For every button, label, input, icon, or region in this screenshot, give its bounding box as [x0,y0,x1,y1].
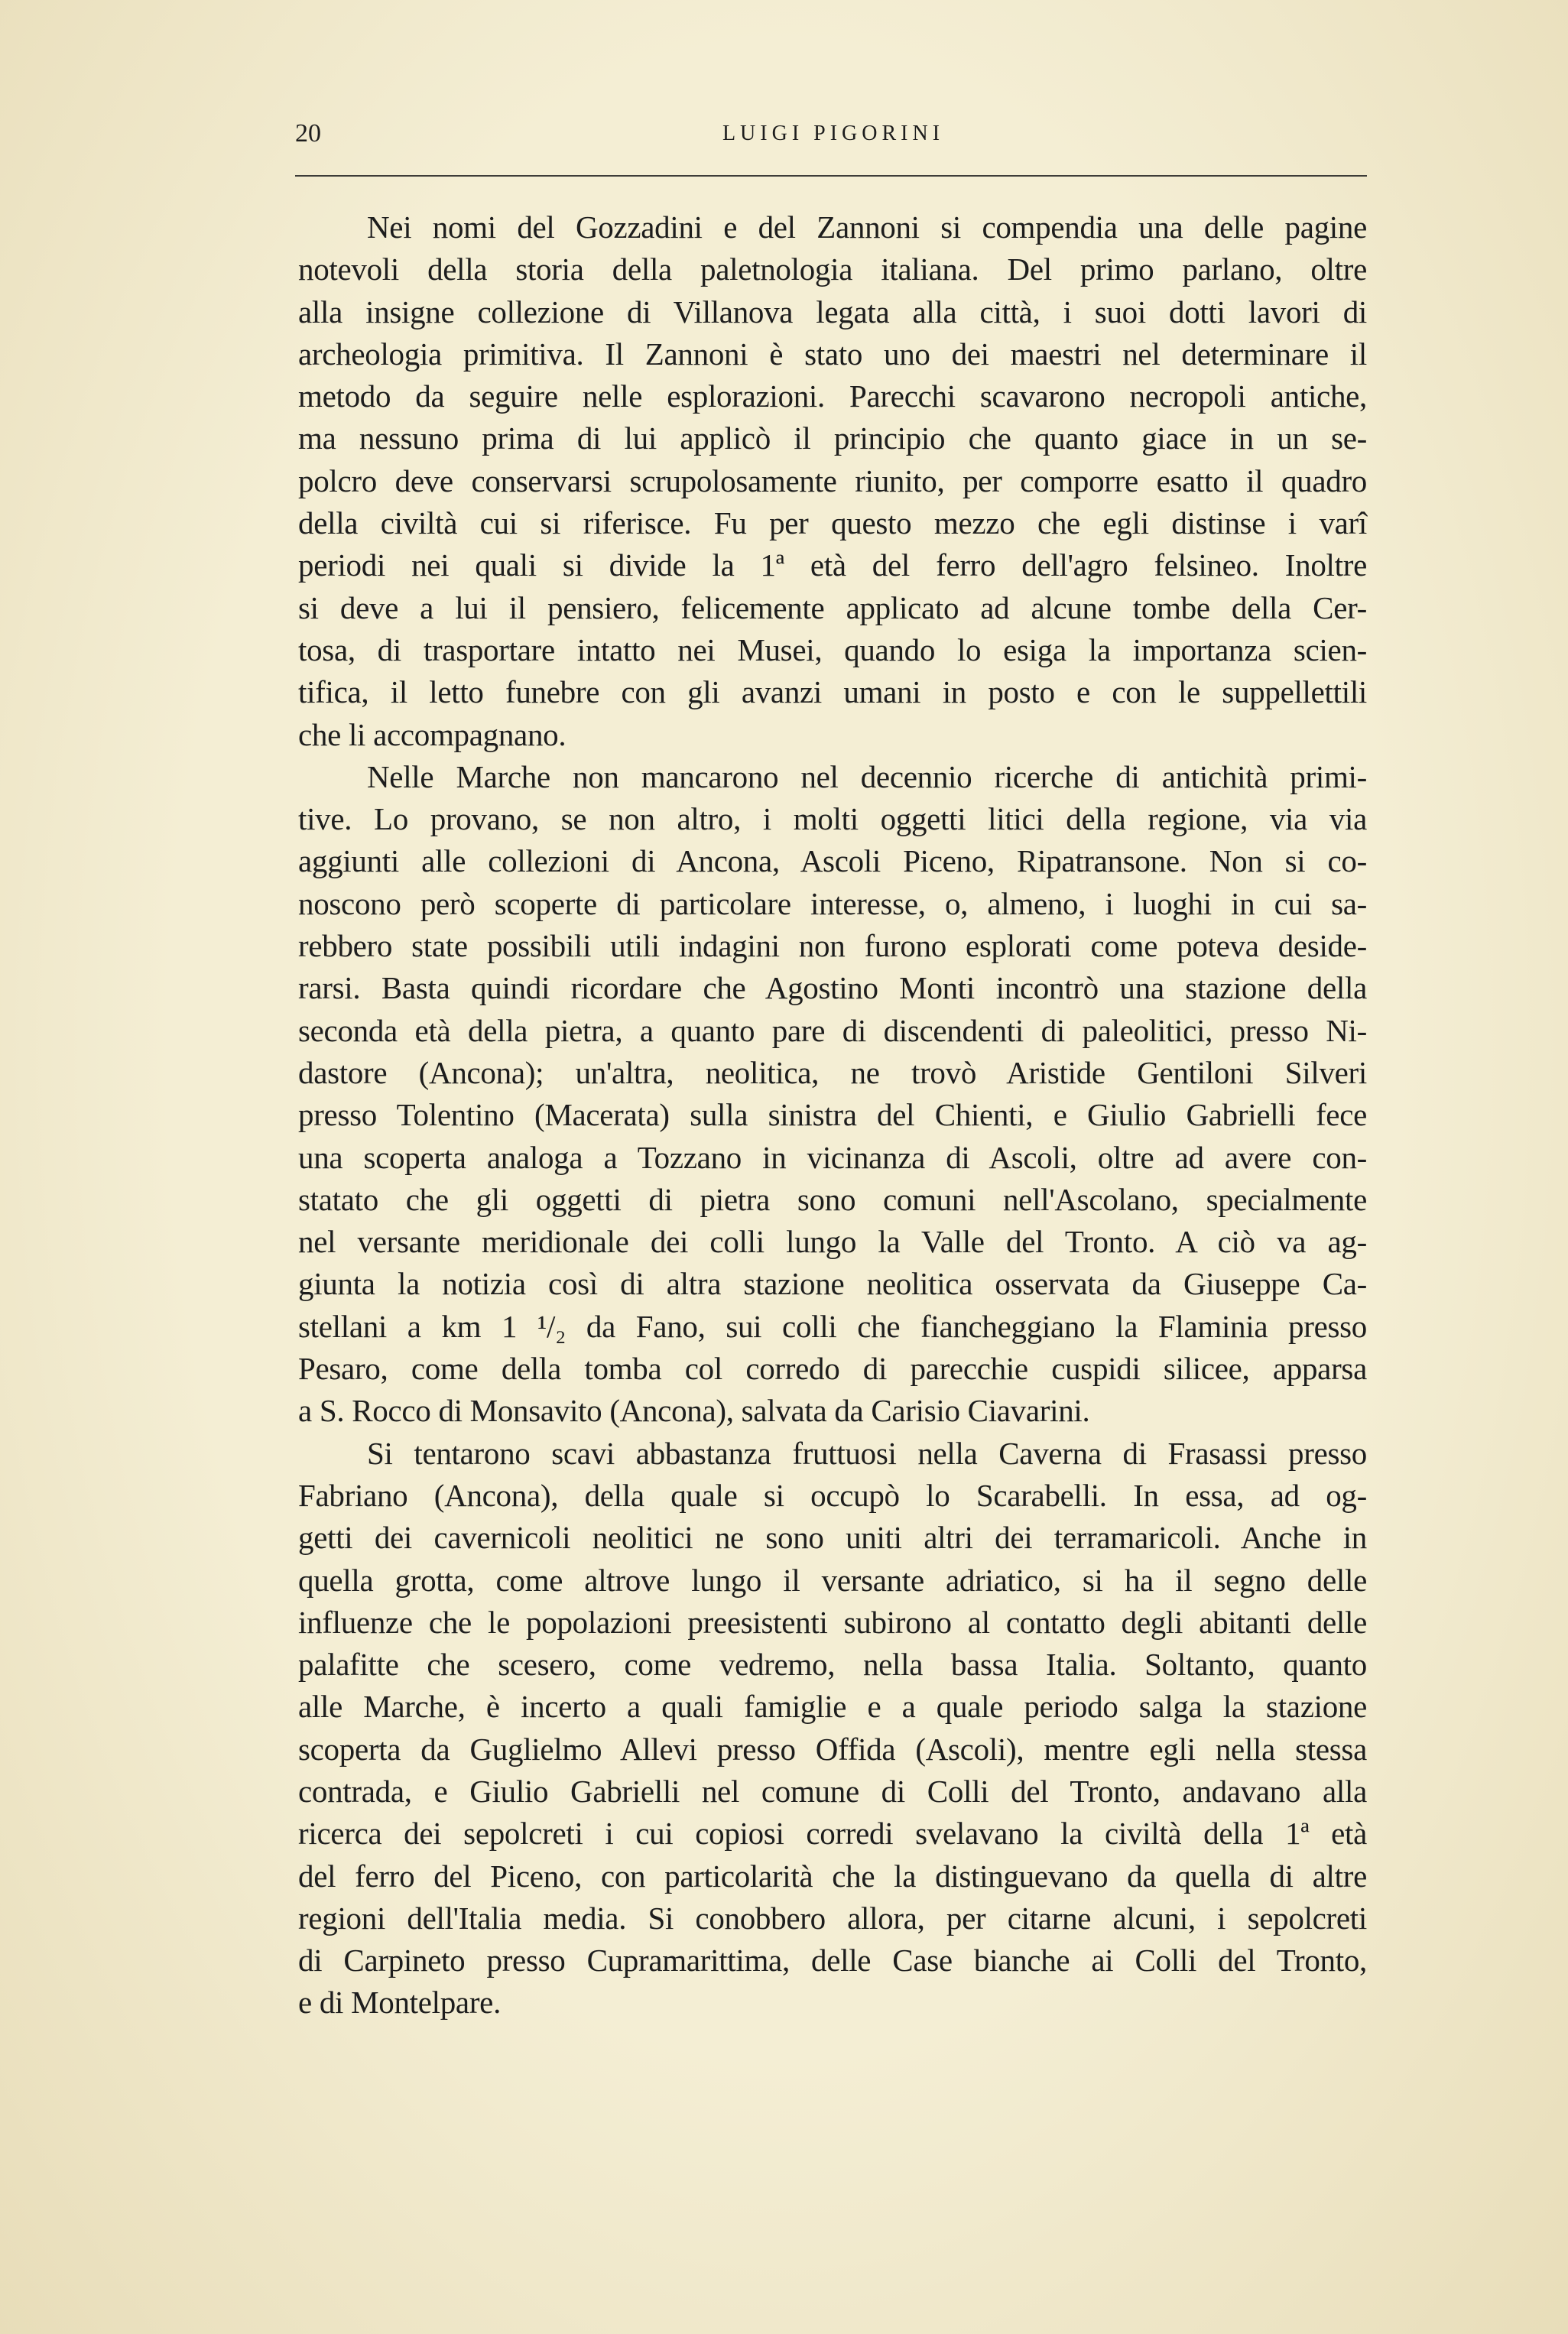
text-line: una scoperta analoga a Tozzano in vicinanza di Ascoli, oltre ad avere con- [298,1139,1367,1175]
text-line: ma nessuno prima di lui applicò il principio che quanto giace in un se- [298,420,1367,456]
text-line: metodo da seguire nelle esplorazioni. Parecchi scavarono necropoli antiche, [298,378,1367,414]
text-line: quella grotta, come altrove lungo il versante adriatico, si ha il segno delle [298,1562,1367,1598]
text-line: palafitte che scesero, come vedremo, nella bassa Italia. Soltanto, quanto [298,1647,1367,1683]
text-line: alle Marche, è incerto a quali famiglie e a quale periodo salga la stazione [298,1689,1367,1725]
text-line: giunta la notizia così di altra stazione neolitica osservata da Giuseppe Ca- [298,1266,1367,1302]
text-line: getti dei cavernicoli neolitici ne sono uniti altri dei terramaricoli. Anche in [298,1520,1367,1556]
text-line: periodi nei quali si divide la 1ª età del ferro dell'agro felsineo. Inoltre [298,547,1367,583]
text-line: influenze che le popolazioni preesistenti subirono al contatto degli abitanti delle [298,1604,1367,1640]
text-line: notevoli della storia della paletnologia italiana. Del primo parlano, oltre [298,252,1367,287]
text-line: Fabriano (Ancona), della quale si occupò lo Scarabelli. In essa, ad og- [298,1477,1367,1513]
text-line: si deve a lui il pensiero, felicemente applicato ad alcune tombe della Cer- [298,589,1367,625]
running-head: LUIGI PIGORINI [722,122,945,145]
body-text [298,206,1367,2024]
text-line: Pesaro, come della tomba col corredo di parecchie cuspidi silicee, apparsa [298,1351,1367,1387]
paragraph [298,206,1367,756]
header-rule [295,175,1367,177]
text-line: stellani a km 1 ¹/₂ da Fano, sui colli che fiancheggiano la Flaminia presso [298,1308,1367,1344]
text-line: alla insigne collezione di Villanova legata alla città, i suoi dotti lavori di [298,294,1367,329]
page-number: 20 [295,119,321,148]
text-line: rarsi. Basta quindi ricordare che Agostino Monti incontrò una stazione della [298,970,1367,1006]
text-line: tosa, di trasportare intatto nei Musei, quando lo esiga la importanza scien- [298,631,1367,667]
text-line: Nei nomi del Gozzadini e del Zannoni si compendia una delle pagine [367,209,1367,245]
text-line: della civiltà cui si riferisce. Fu per questo mezzo che egli distinse i varî [298,505,1367,541]
text-line: Nelle Marche non mancarono nel decennio ricerche di antichità primi- [367,758,1367,794]
paragraph [298,756,1367,1433]
text-line: nel versante meridionale dei colli lungo la Valle del Tronto. A ciò va ag- [298,1224,1367,1260]
text-line: rebbero state possibili utili indagini non furono esplorati come poteva deside- [298,928,1367,964]
text-line: scoperta da Guglielmo Allevi presso Offida (Ascoli), mentre egli nella stessa [298,1731,1367,1767]
text-line: che li accompagnano. [298,716,566,752]
text-line: presso Tolentino (Macerata) sulla sinistra del Chienti, e Giulio Gabrielli fece [298,1097,1367,1133]
text-line: dastore (Ancona); un'altra, neolitica, ne trovò Aristide Gentiloni Silveri [298,1054,1367,1090]
text-line: seconda età della pietra, a quanto pare di discendenti di paleolitici, presso Ni- [298,1012,1367,1048]
text-line: polcro deve conservarsi scrupolosamente riunito, per comporre esatto il quadro [298,463,1367,498]
text-line: statato che gli oggetti di pietra sono comuni nell'Ascolano, specialmente [298,1181,1367,1217]
text-line: a S. Rocco di Monsavito (Ancona), salvata da Carisio Ciavarini. [298,1393,1090,1429]
text-line: tifica, il letto funebre con gli avanzi umani in posto e con le suppellettili [298,674,1367,710]
text-line: ricerca dei sepolcreti i cui copiosi corredi svelavano la civiltà della 1ª età [298,1816,1367,1852]
paragraph [298,1433,1367,2024]
text-line: aggiunti alle collezioni di Ancona, Ascoli Piceno, Ripatransone. Non si co- [298,843,1367,879]
text-line: contrada, e Giulio Gabrielli nel comune di Colli del Tronto, andavano alla [298,1773,1367,1809]
text-line: tive. Lo provano, se non altro, i molti oggetti litici della regione, via via [298,801,1367,837]
text-line: noscono però scoperte di particolare interesse, o, almeno, i luoghi in cui sa- [298,885,1367,921]
text-line: del ferro del Piceno, con particolarità che la distinguevano da quella di altre [298,1858,1367,1894]
text-line: di Carpineto presso Cupramarittima, delle Case bianche ai Colli del Tronto, [298,1943,1367,1979]
text-line: regioni dell'Italia media. Si conobbero allora, per citarne alcuni, i sepolcreti [298,1900,1367,1936]
page-header [295,115,1367,153]
text-line: Si tentarono scavi abbastanza fruttuosi nella Caverna di Frasassi presso [367,1435,1367,1471]
text-line: archeologia primitiva. Il Zannoni è stato uno dei maestri nel determinare il [298,336,1367,372]
text-line: e di Montelpare. [298,1985,502,2021]
